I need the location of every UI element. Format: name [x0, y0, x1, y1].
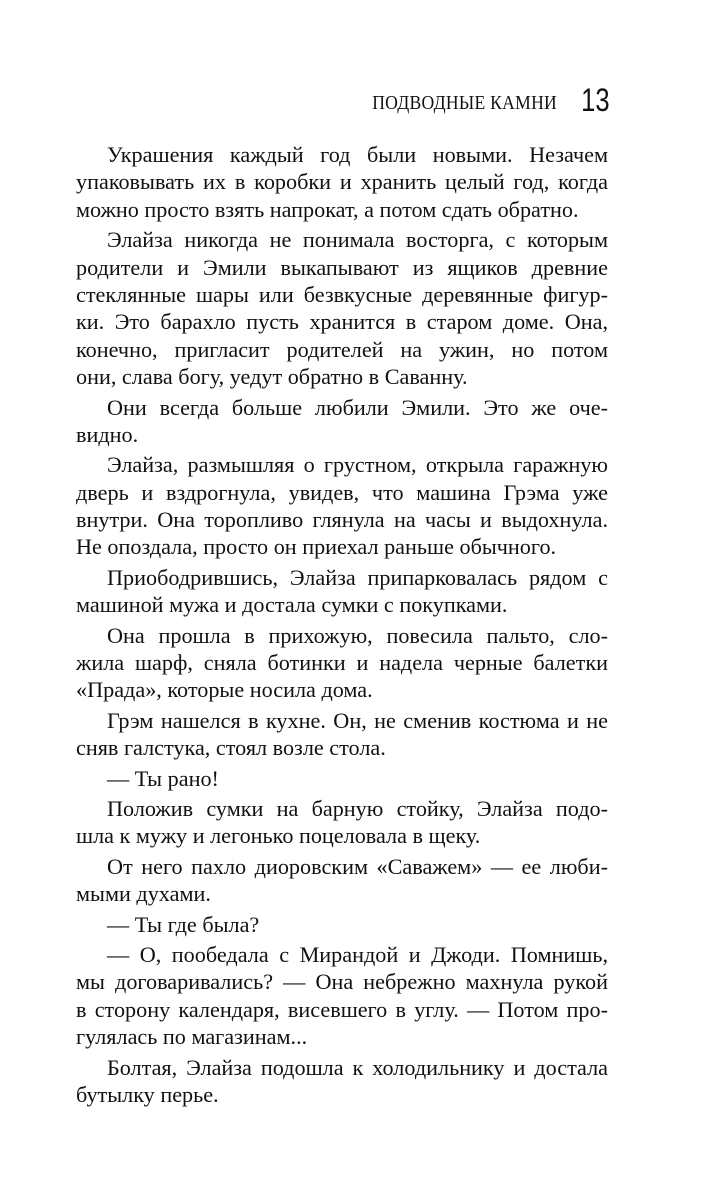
text-line: мыми духами. [76, 881, 211, 907]
text-line: Они всегда больше любили Эмили. Это же оче- [107, 394, 608, 420]
text-line: — Ты рано! [107, 765, 219, 791]
body-text [76, 141, 608, 1108]
paragraph [76, 394, 608, 449]
text-line: они, слава богу, уедут обратно в Саванну. [76, 364, 468, 390]
text-line: в сторону календаря, висевшего в углу. — Потом про- [76, 996, 608, 1022]
text-line: гулялась по магазинам... [76, 1024, 308, 1050]
paragraph [76, 765, 608, 792]
text-line: шла к мужу и легонько поцеловала в щеку. [76, 823, 481, 849]
paragraph [76, 451, 608, 561]
text-line: дверь и вздрогнула, увидев, что машина Грэма уже [76, 479, 608, 505]
running-head-title: ПОДВОДНЫЕ КАМНИ [372, 92, 557, 114]
paragraph [76, 1054, 608, 1109]
text-line: сняв галстука, стоял возле стола. [76, 735, 386, 761]
paragraph [76, 795, 608, 850]
text-line: мы договаривались? — Она небрежно махнула рукой [76, 969, 608, 995]
text-line: родители и Эмили выкапывают из ящиков древние [76, 254, 608, 280]
text-line: От него пахло диоровским «Саважем» — ее люби- [107, 853, 608, 879]
text-line: Элайза никогда не понимала восторга, с которым [107, 227, 608, 253]
text-line: конечно, пригласит родителей на ужин, но потом [76, 336, 608, 362]
paragraph [76, 226, 608, 390]
text-line: Она прошла в прихожую, повесила пальто, сло- [107, 622, 608, 648]
paragraph [76, 853, 608, 908]
text-line: «Прада», которые носила дома. [76, 677, 373, 703]
text-line: бутылку перье. [76, 1081, 219, 1107]
paragraph [76, 941, 608, 1051]
text-line: Приободрившись, Элайза припарковалась рядом с [107, 564, 608, 590]
text-line: видно. [76, 421, 139, 447]
running-head [0, 82, 715, 122]
text-line: стеклянные шары или безвкусные деревянные фигур- [76, 281, 608, 307]
text-line: Болтая, Элайза подошла к холодильнику и достала [107, 1054, 608, 1080]
paragraph [76, 141, 608, 223]
text-line: упаковывать их в коробки и хранить целый год, когда [76, 169, 608, 195]
page-number: 13 [581, 82, 610, 118]
text-line: внутри. Она торопливо глянула на часы и выдохнула. [76, 507, 608, 533]
text-line: — О, пообедала с Мирандой и Джоди. Помнишь, [107, 941, 608, 967]
text-line: — Ты где была? [107, 911, 260, 937]
text-line: можно просто взять напрокат, а потом сдать обратно. [76, 196, 579, 222]
paragraph [76, 911, 608, 938]
text-line: ки. Это барахло пусть хранится в старом доме. Она, [76, 309, 608, 335]
text-line: Украшения каждый год были новыми. Незачем [107, 142, 608, 167]
text-line: Элайза, размышляя о грустном, открыла гаражную [107, 452, 608, 478]
text-line: машиной мужа и достала сумки с покупками. [76, 592, 508, 618]
paragraph [76, 564, 608, 619]
paragraph [76, 707, 608, 762]
text-line: Грэм нашелся в кухне. Он, не сменив костюма и не [107, 707, 608, 733]
paragraph [76, 622, 608, 704]
text-line: Не опоздала, просто он приехал раньше обычного. [76, 534, 557, 560]
text-line: Положив сумки на барную стойку, Элайза подо- [107, 795, 608, 821]
text-line: жила шарф, сняла ботинки и надела черные балетки [76, 650, 608, 676]
